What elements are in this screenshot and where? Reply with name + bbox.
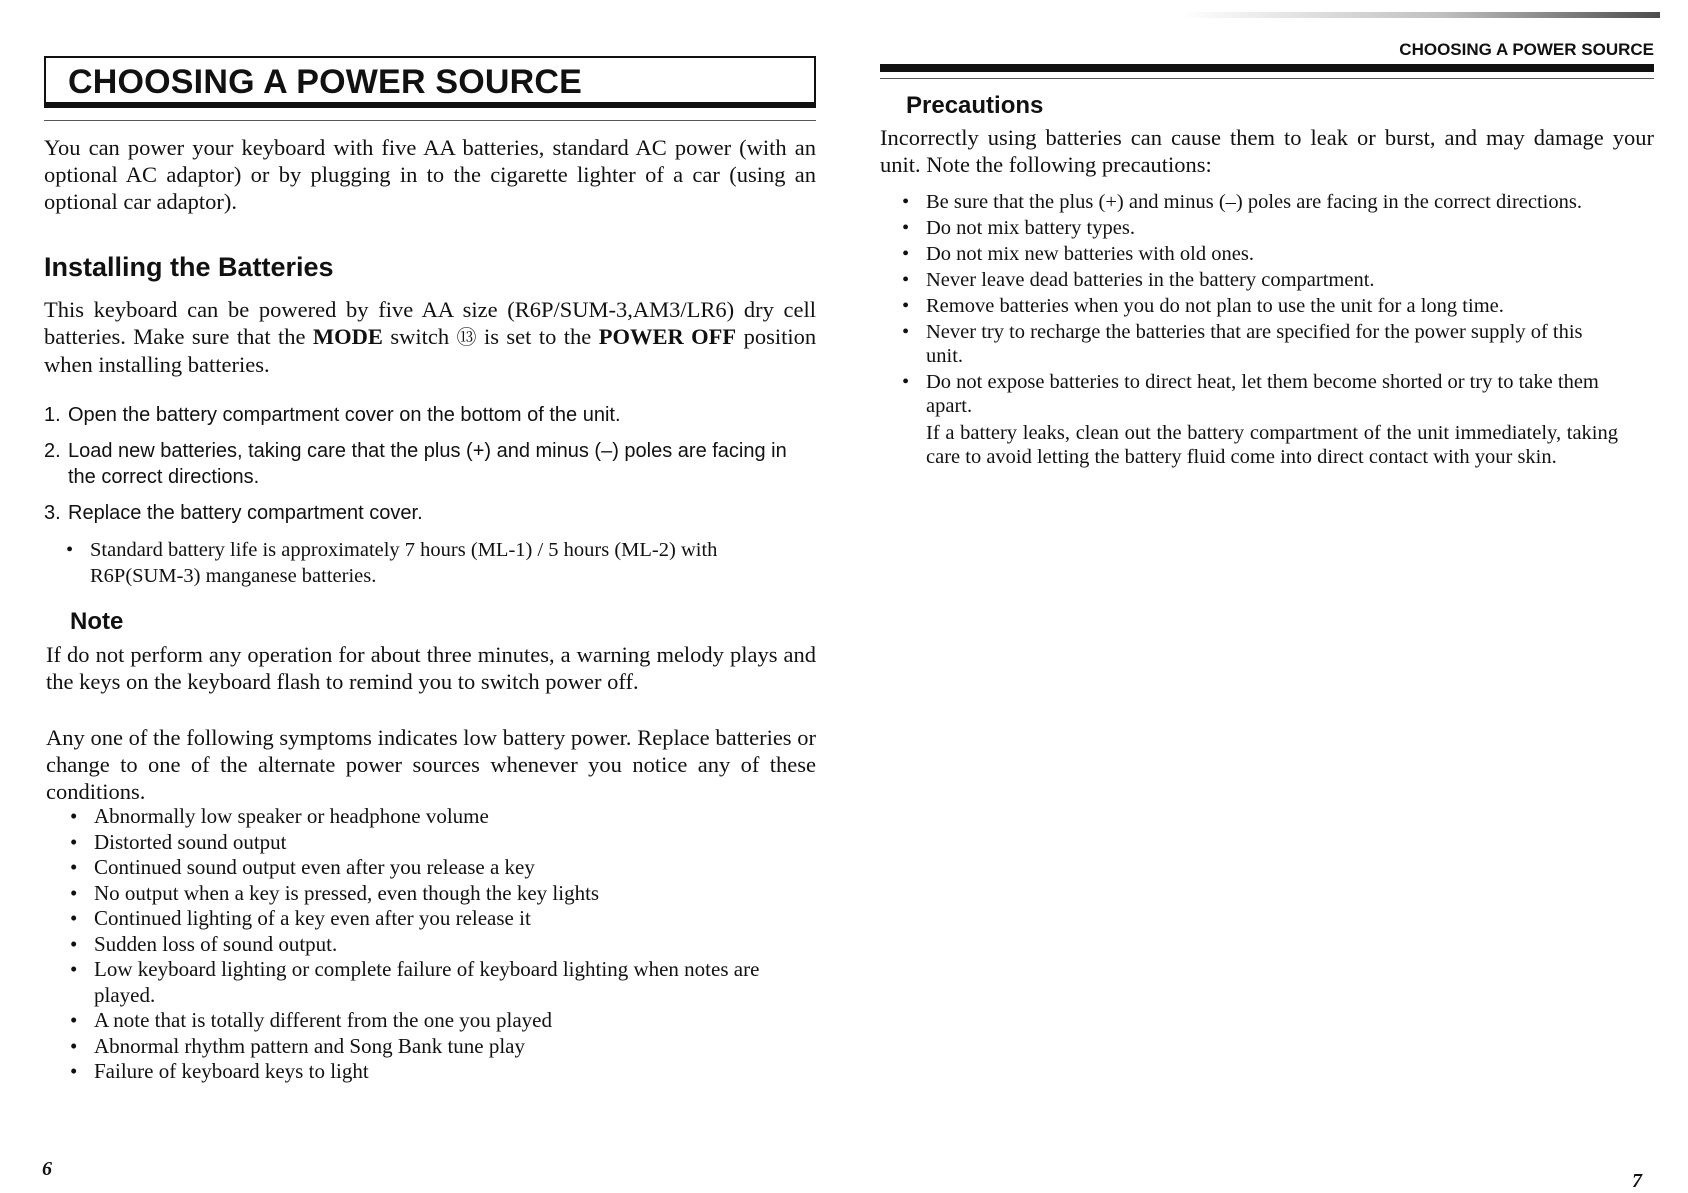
bullet-icon: •: [70, 931, 78, 956]
installation-steps-list: [44, 402, 816, 536]
bullet-icon: •: [902, 269, 910, 291]
bullet-icon: •: [70, 829, 78, 854]
bullet-icon: •: [70, 957, 78, 981]
bullet-icon: •: [70, 1059, 78, 1083]
symptom-text: Abnormally low speaker or headphone volume: [94, 804, 489, 828]
symptom-item: [70, 957, 790, 1008]
header-rule-thick: [880, 64, 1654, 72]
symptom-text: Sudden loss of sound output.: [94, 931, 338, 956]
precaution-item: [902, 190, 1618, 214]
step-number: 1.: [44, 404, 61, 426]
precautions-list: [902, 190, 1618, 471]
precaution-text: Be sure that the plus (+) and minus (–) poles are facing in the correct directions.: [926, 191, 1582, 213]
low-battery-intro-paragraph: Any one of the following symptoms indicates low battery power. Replace batteries or change to one of the alternate power sources whenever you notice any of these conditions.: [46, 725, 816, 804]
power-off-label: POWER OFF: [598, 324, 737, 349]
page-title-box: [44, 56, 816, 108]
precaution-text: Do not expose batteries to direct heat, let them become shorted or try to take them apart.: [926, 371, 1599, 417]
installing-text-1: This keyboard can be powered by five AA size (R6P/SUM-3,AM3/LR6) dry cell batteries. Make sure that the: [44, 297, 816, 349]
bullet-icon: •: [70, 1033, 78, 1058]
bullet-icon: •: [70, 906, 78, 930]
symptom-text: A note that is totally different from the one you played: [94, 1008, 553, 1032]
precaution-item: [902, 320, 1618, 368]
bullet-icon: •: [70, 880, 78, 905]
page-number-right: 7: [1632, 1170, 1642, 1192]
low-battery-symptoms-list: [70, 804, 790, 1085]
page-number-left: 6: [42, 1158, 52, 1180]
battery-life-text: Standard battery life is approximately 7 hours (ML-1) / 5 hours (ML-2) with R6P(SUM-3) manganese batteries.: [90, 539, 718, 587]
symptom-text: Continued sound output even after you release a key: [94, 855, 535, 879]
bullet-icon: •: [902, 295, 910, 317]
bullet-icon: •: [66, 539, 74, 561]
installing-text-3: is set to the: [483, 324, 592, 349]
precaution-item: [902, 294, 1618, 318]
symptom-item: [70, 1008, 790, 1034]
bullet-icon: •: [70, 804, 78, 828]
bullet-icon: •: [902, 371, 910, 393]
installation-step: [44, 500, 816, 526]
bullet-icon: •: [902, 243, 910, 265]
note-paragraph: If do not perform any operation for about three minutes, a warning melody plays and the keys on the keyboard flash to remind you to switch power off.: [46, 642, 816, 694]
page-title: CHOOSING A POWER SOURCE: [68, 63, 583, 101]
step-text: Open the battery compartment cover on the bottom of the unit.: [68, 404, 621, 426]
step-text: Load new batteries, taking care that the plus (+) and minus (–) poles are facing in the correct directions.: [68, 440, 787, 488]
symptom-text: No output when a key is pressed, even though the key lights: [94, 880, 600, 905]
step-text: Replace the battery compartment cover.: [68, 502, 423, 524]
symptom-item: [70, 804, 790, 830]
precautions-heading: Precautions: [906, 92, 1044, 119]
note-heading: Note: [70, 608, 124, 635]
symptom-item: [70, 830, 790, 856]
symptom-item: [70, 855, 790, 881]
symptom-item: [70, 881, 790, 907]
symptom-text: Distorted sound output: [94, 829, 287, 854]
installing-batteries-heading: Installing the Batteries: [44, 252, 334, 282]
installing-text-4: position when installing batteries.: [44, 324, 817, 377]
installation-step: [44, 438, 816, 490]
step-number: 3.: [44, 502, 61, 524]
step-number: 2.: [44, 440, 61, 462]
bullet-icon: •: [70, 1008, 78, 1032]
scan-noise-decoration: [1180, 12, 1660, 18]
precautions-intro-paragraph: Incorrectly using batteries can cause them to leak or burst, and may damage your unit. Note the following precautions:: [880, 125, 1654, 177]
precaution-text: Do not mix battery types.: [926, 217, 1135, 239]
symptom-item: [70, 1059, 790, 1085]
precaution-item: [902, 370, 1618, 469]
precaution-item: [902, 268, 1618, 292]
bullet-icon: •: [902, 217, 910, 239]
battery-life-note: [66, 538, 796, 589]
symptom-item: [70, 1034, 790, 1060]
header-rule-thin: [880, 78, 1654, 79]
bullet-icon: •: [902, 321, 910, 343]
mode-switch-label: MODE: [312, 324, 383, 349]
precaution-item: [902, 216, 1618, 240]
switch-reference-number: ⑬: [456, 325, 477, 349]
running-head: CHOOSING A POWER SOURCE: [1399, 40, 1654, 59]
battery-life-note-list: [66, 538, 796, 589]
installing-text-2: switch: [390, 324, 450, 349]
precaution-item: [902, 242, 1618, 266]
battery-leak-note: If a battery leaks, clean out the battery compartment of the unit immediately, taking care to avoid letting the battery fluid come into direct contact with your skin.: [926, 422, 1618, 468]
symptom-text: Low keyboard lighting or complete failure of keyboard lighting when notes are played.: [94, 957, 760, 1007]
installation-step: [44, 402, 816, 428]
installing-batteries-paragraph: [44, 296, 816, 378]
title-underline-rule: [44, 120, 816, 121]
symptom-text: Continued lighting of a key even after you release it: [94, 906, 531, 930]
precaution-text: Never try to recharge the batteries that are specified for the power supply of this unit.: [926, 321, 1583, 367]
symptom-text: Failure of keyboard keys to light: [94, 1059, 369, 1083]
symptom-item: [70, 932, 790, 958]
bullet-icon: •: [902, 191, 910, 213]
precaution-text: Never leave dead batteries in the battery compartment.: [926, 269, 1375, 291]
symptom-text: Abnormal rhythm pattern and Song Bank tune play: [94, 1033, 526, 1058]
precaution-text: Do not mix new batteries with old ones.: [926, 243, 1254, 265]
precaution-text: Remove batteries when you do not plan to use the unit for a long time.: [926, 295, 1504, 317]
bullet-icon: •: [70, 855, 78, 879]
symptom-item: [70, 906, 790, 932]
intro-paragraph: You can power your keyboard with five AA batteries, standard AC power (with an optional AC adaptor) or by plugging in to the cigarette lighter of a car (using an optional car adaptor).: [44, 135, 816, 214]
